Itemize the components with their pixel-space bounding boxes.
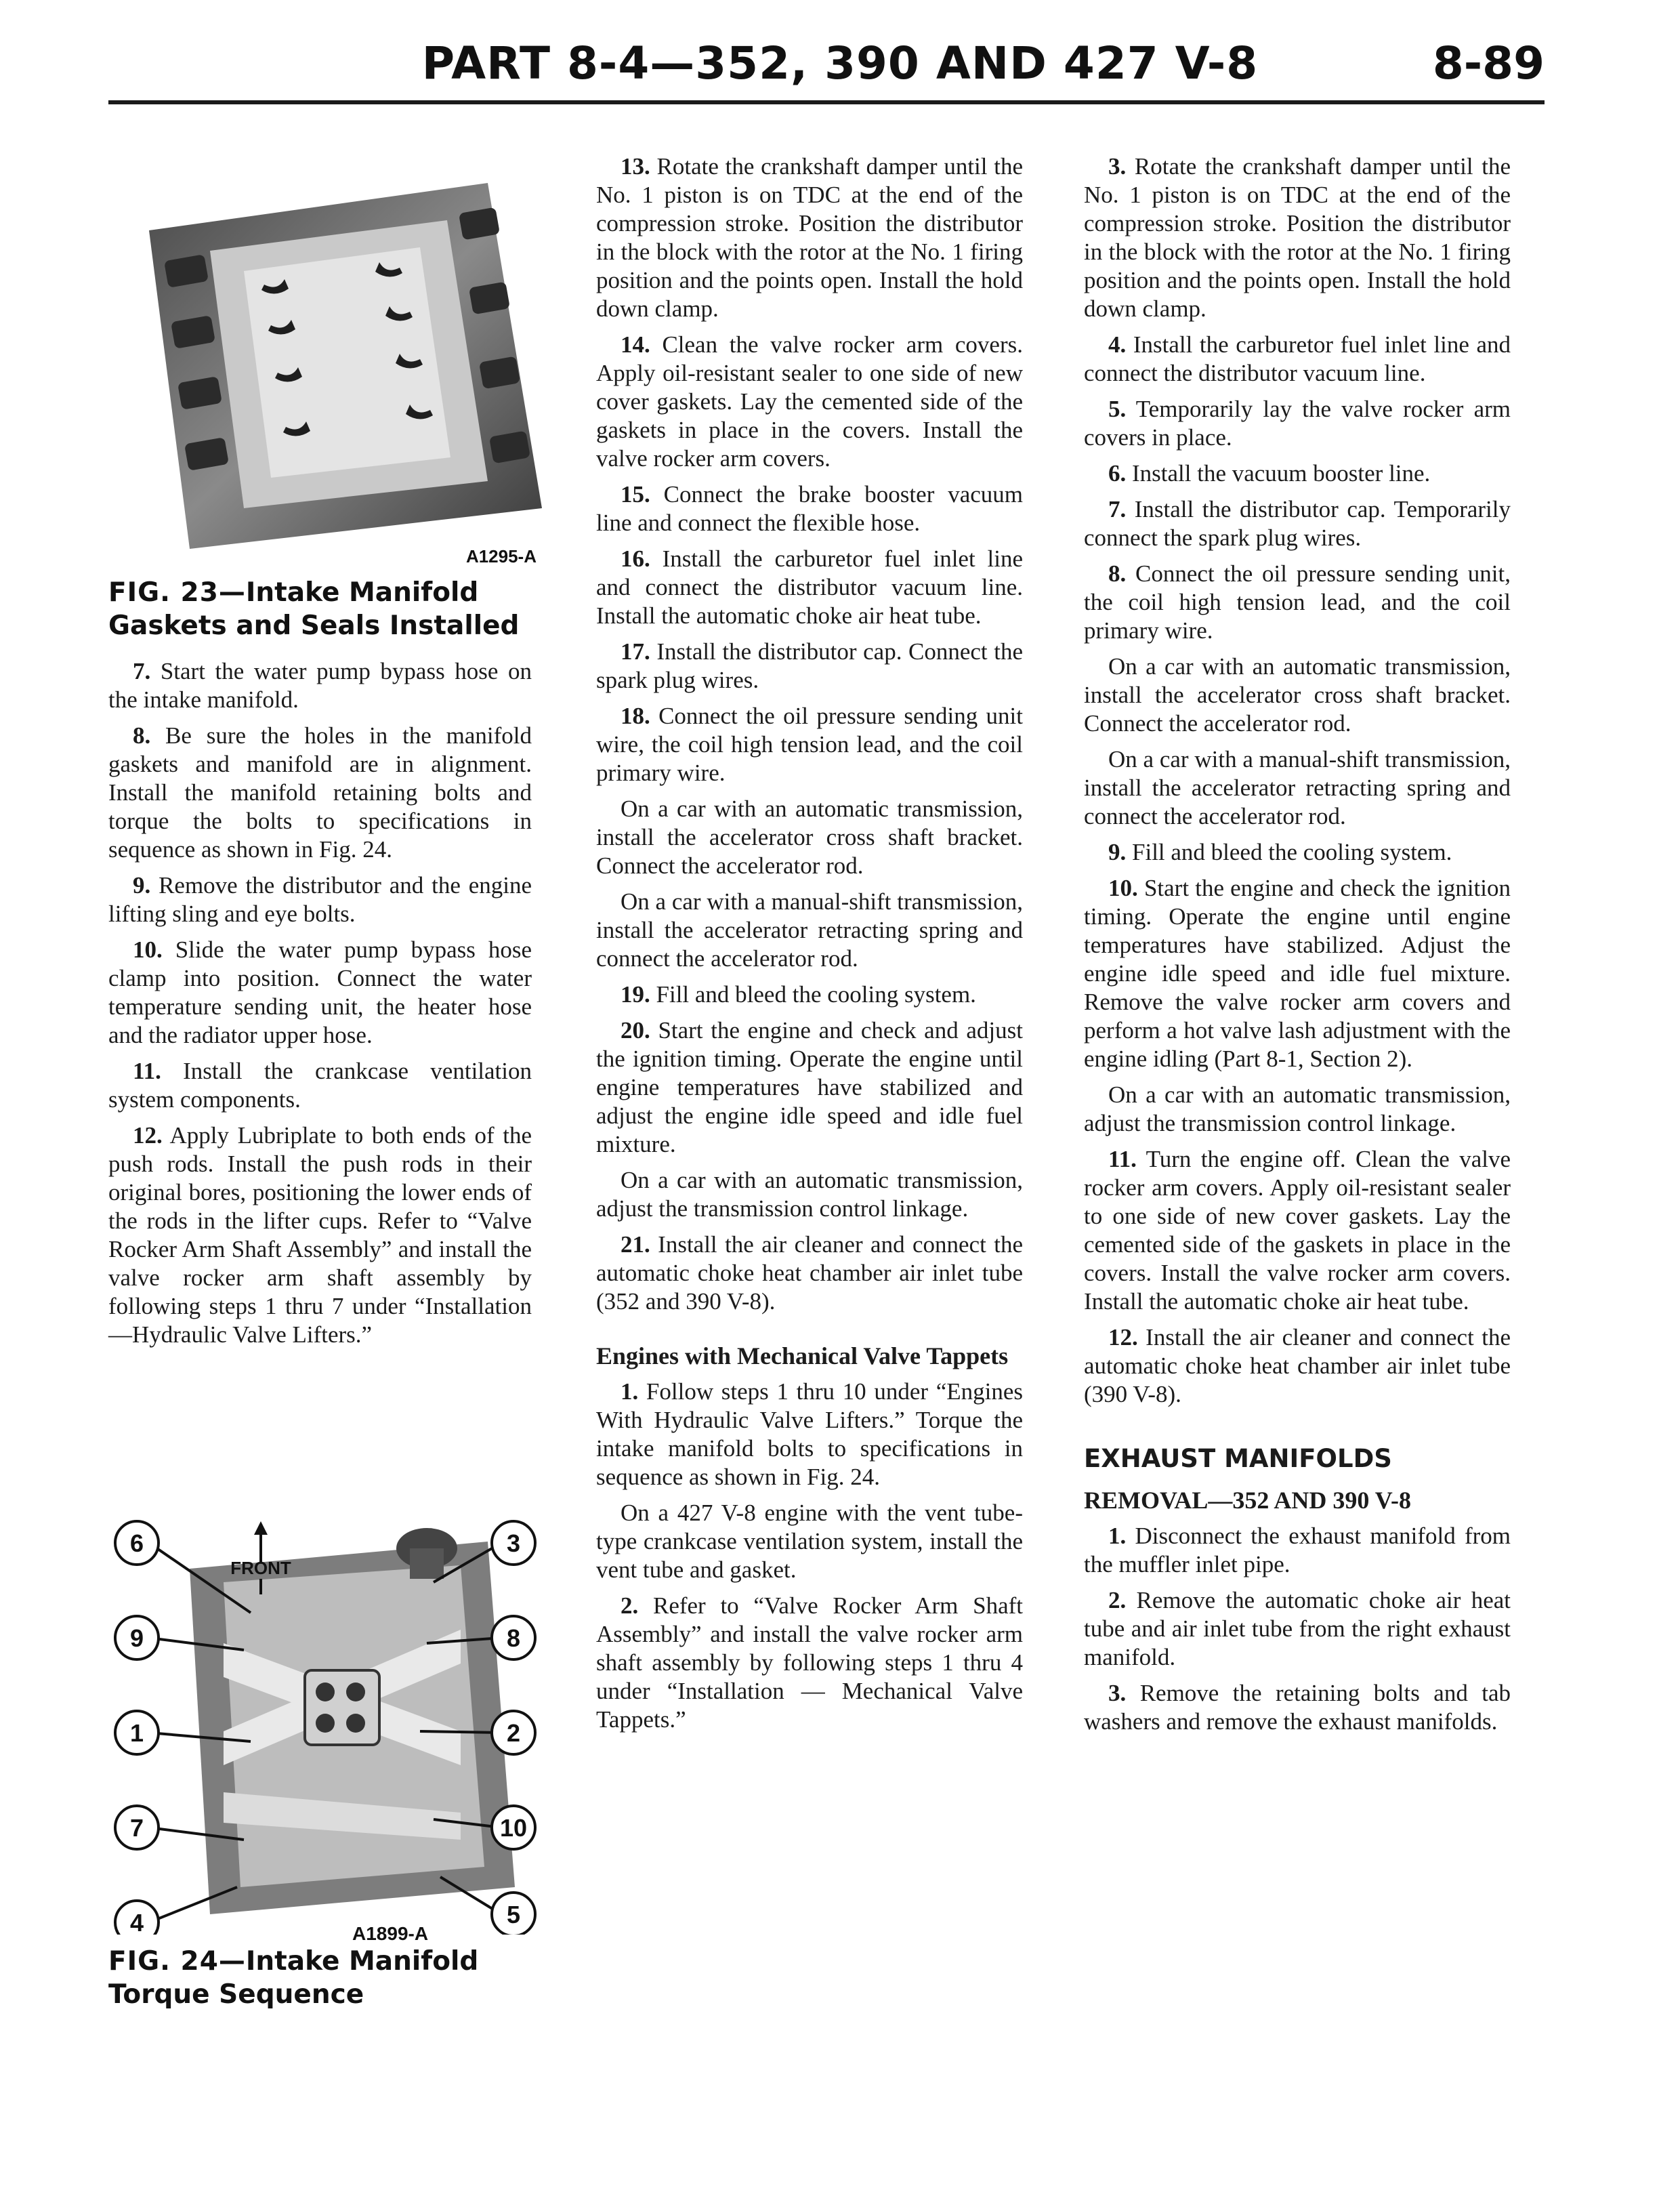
c3-step-11: 11. Turn the engine off. Clean the valve rocker arm covers. Apply oil-resistant sealer to one side of new cover gaskets. Lay the cemented side of the gaskets in place in the covers. Install the valve rocker arm covers. Install the automatic choke air heat tube.: [1084, 1146, 1511, 1315]
step-16: 16. Install the carburetor fuel inlet line and connect the distributor vacuum line. Install the automatic choke air heat tube.: [596, 545, 1024, 629]
c3-step-8-automatic-note: On a car with an automatic transmission, install the accelerator cross shaft bracket. Connect the accelerator rod.: [1084, 653, 1511, 737]
callout-1: 1: [129, 1719, 144, 1747]
callout-10: 10: [499, 1814, 528, 1842]
mech-step-1-note: On a 427 V-8 engine with the vent tube-type crankcase ventilation system, install the vent tube and gasket.: [596, 1500, 1023, 1583]
c3-step-10: 10. Start the engine and check the ignition timing. Operate the engine until engine temperatures have stabilized. Adjust the engine idle speed and idle fuel mixture. Remove the valve rocker arm covers and perform a hot valve lash adjustment with the engine idling (Part 8-1, Section 2).: [1084, 875, 1511, 1072]
fig23-manifold-gaskets-photo: [108, 156, 542, 566]
c3-step-3: 3. Rotate the crankshaft damper until the No. 1 piston is on TDC at the end of the compression stroke. Position the distributor in the block with the rotor at the No. 1 firing position and the points open. Install the hold down clamp.: [1084, 153, 1511, 322]
c3-step-7: 7. Install the distributor cap. Temporarily connect the spark plug wires.: [1084, 496, 1511, 551]
callout-2: 2: [506, 1719, 521, 1747]
fig23-caption-text: Intake Manifold Gaskets and Seals Installed: [108, 577, 520, 641]
step-15: 15. Connect the brake booster vacuum line and connect the flexible hose.: [596, 481, 1023, 536]
fig24-caption: [108, 1945, 555, 2011]
fig24-caption-number: FIG. 24—: [108, 1946, 246, 1977]
column-2: [596, 152, 1023, 1741]
removal-step-3: 3. Remove the retaining bolts and tab washers and remove the exhaust manifolds.: [1084, 1680, 1511, 1735]
c3-step-4: 4. Install the carburetor fuel inlet line and connect the distributor vacuum line.: [1084, 331, 1511, 386]
removal-step-2: 2. Remove the automatic choke air heat tube and air inlet tube from the right exhaust manifold.: [1084, 1587, 1511, 1670]
fig23-caption: [108, 576, 555, 642]
fig23-caption-number: FIG. 23—: [108, 577, 246, 608]
step-21: 21. Install the air cleaner and connect the automatic choke heat chamber air inlet tube (352 and 390 V-8).: [596, 1231, 1023, 1315]
step-7: 7. Start the water pump bypass hose on the intake manifold.: [108, 658, 532, 713]
callout-3: 3: [506, 1529, 521, 1557]
c3-step-9: 9. Fill and bleed the cooling system.: [1108, 839, 1452, 865]
step-14: 14. Clean the valve rocker arm covers. Apply oil-resistant sealer to one side of new cover gaskets. Lay the cemented side of the gaskets in place in the covers. Install the valve rocker arm covers.: [596, 331, 1023, 472]
callout-6: 6: [129, 1529, 144, 1557]
c3-step-10-automatic-note: On a car with an automatic transmission, adjust the transmission control linkage.: [1084, 1081, 1511, 1136]
column-3: [1084, 152, 1511, 1743]
callout-9: 9: [129, 1624, 144, 1652]
step-18-automatic-note: On a car with an automatic transmission, install the accelerator cross shaft bracket. Connect the accelerator rod.: [596, 796, 1023, 879]
fig24-torque-sequence-diagram: [108, 1508, 542, 1935]
mech-step-2: 2. Refer to “Valve Rocker Arm Shaft Assembly” and install the valve rocker arm shaft assembly by following steps 1 thru 4 under “Installation — Mechanical Valve Tappets.”: [596, 1592, 1023, 1733]
callout-4: 4: [129, 1909, 144, 1935]
step-10: 10. Slide the water pump bypass hose clamp into position. Connect the water temperature sending unit, the heater hose and the radiator upper hose.: [108, 936, 532, 1048]
step-11: 11. Install the crankcase ventilation system components.: [108, 1058, 532, 1113]
page-number: 8-89: [1432, 37, 1545, 89]
exhaust-manifolds-heading: EXHAUST MANIFOLDS: [1084, 1444, 1392, 1473]
fig24-caption-text: Intake Manifold Torque Sequence: [108, 1946, 479, 2010]
removal-step-1: 1. Disconnect the exhaust manifold from the muffler inlet pipe.: [1084, 1523, 1511, 1577]
page-title: PART 8-4—352, 390 AND 427 V-8: [421, 37, 1259, 89]
c3-step-5: 5. Temporarily lay the valve rocker arm covers in place.: [1084, 396, 1511, 451]
callout-8: 8: [506, 1624, 521, 1652]
mechanical-tappets-heading: Engines with Mechanical Valve Tappets: [596, 1342, 1009, 1369]
c3-step-12: 12. Install the air cleaner and connect the automatic choke heat chamber air inlet tube (390 V-8).: [1084, 1324, 1511, 1407]
fig23-code: A1295-A: [465, 546, 537, 566]
column-1: [108, 657, 532, 1357]
step-20-automatic-note: On a car with an automatic transmission, adjust the transmission control linkage.: [596, 1167, 1023, 1222]
c3-step-8-manual-note: On a car with a manual-shift transmission, install the accelerator retracting spring and connect the accelerator rod.: [1084, 746, 1511, 829]
removal-heading: REMOVAL—352 AND 390 V-8: [1084, 1487, 1412, 1514]
c3-step-8: 8. Connect the oil pressure sending unit, the coil high tension lead, and the coil primary wire.: [1084, 560, 1511, 644]
step-17: 17. Install the distributor cap. Connect the spark plug wires.: [596, 638, 1023, 693]
fig24-code: A1899-A: [352, 1923, 429, 1944]
callout-7: 7: [129, 1814, 144, 1842]
callout-5: 5: [506, 1901, 521, 1928]
page-header: [0, 0, 1680, 108]
step-8: 8. Be sure the holes in the manifold gaskets and manifold are in alignment. Install the manifold retaining bolts and torque the bolts to specifications in sequence as shown in Fig. 24.: [108, 722, 532, 863]
step-19: 19. Fill and bleed the cooling system.: [621, 981, 976, 1008]
header-rule: [108, 100, 1545, 104]
step-13: 13. Rotate the crankshaft damper until the No. 1 piston is on TDC at the end of the compression stroke. Position the distributor in the block with the rotor at the No. 1 firing position and the points open. Install the hold down clamp.: [596, 153, 1023, 322]
mech-step-1: 1. Follow steps 1 thru 10 under “Engines With Hydraulic Valve Lifters.” Torque the intake manifold bolts to specifications in sequence as shown in Fig. 24.: [596, 1378, 1023, 1490]
step-9: 9. Remove the distributor and the engine lifting sling and eye bolts.: [108, 872, 532, 927]
step-18-manual-note: On a car with a manual-shift transmission, install the accelerator retracting spring and connect the accelerator rod.: [596, 888, 1023, 972]
step-12: 12. Apply Lubriplate to both ends of the push rods. Install the push rods in their original bores, positioning the lower ends of the rods in the lifter cups. Refer to “Valve Rocker Arm Shaft Assembly” and install the valve rocker arm shaft assembly by following steps 1 thru 7 under “Installation—Hydraulic Valve Lifters.”: [108, 1122, 532, 1348]
step-20: 20. Start the engine and check and adjust the ignition timing. Operate the engine until engine temperatures have stabilized and adjust the engine idle speed and idle fuel mixture.: [596, 1017, 1023, 1157]
step-18: 18. Connect the oil pressure sending unit wire, the coil high tension lead, and the coil primary wire.: [596, 703, 1023, 786]
c3-step-6: 6. Install the vacuum booster line.: [1108, 460, 1431, 487]
fig24-front-label: FRONT: [230, 1558, 291, 1578]
